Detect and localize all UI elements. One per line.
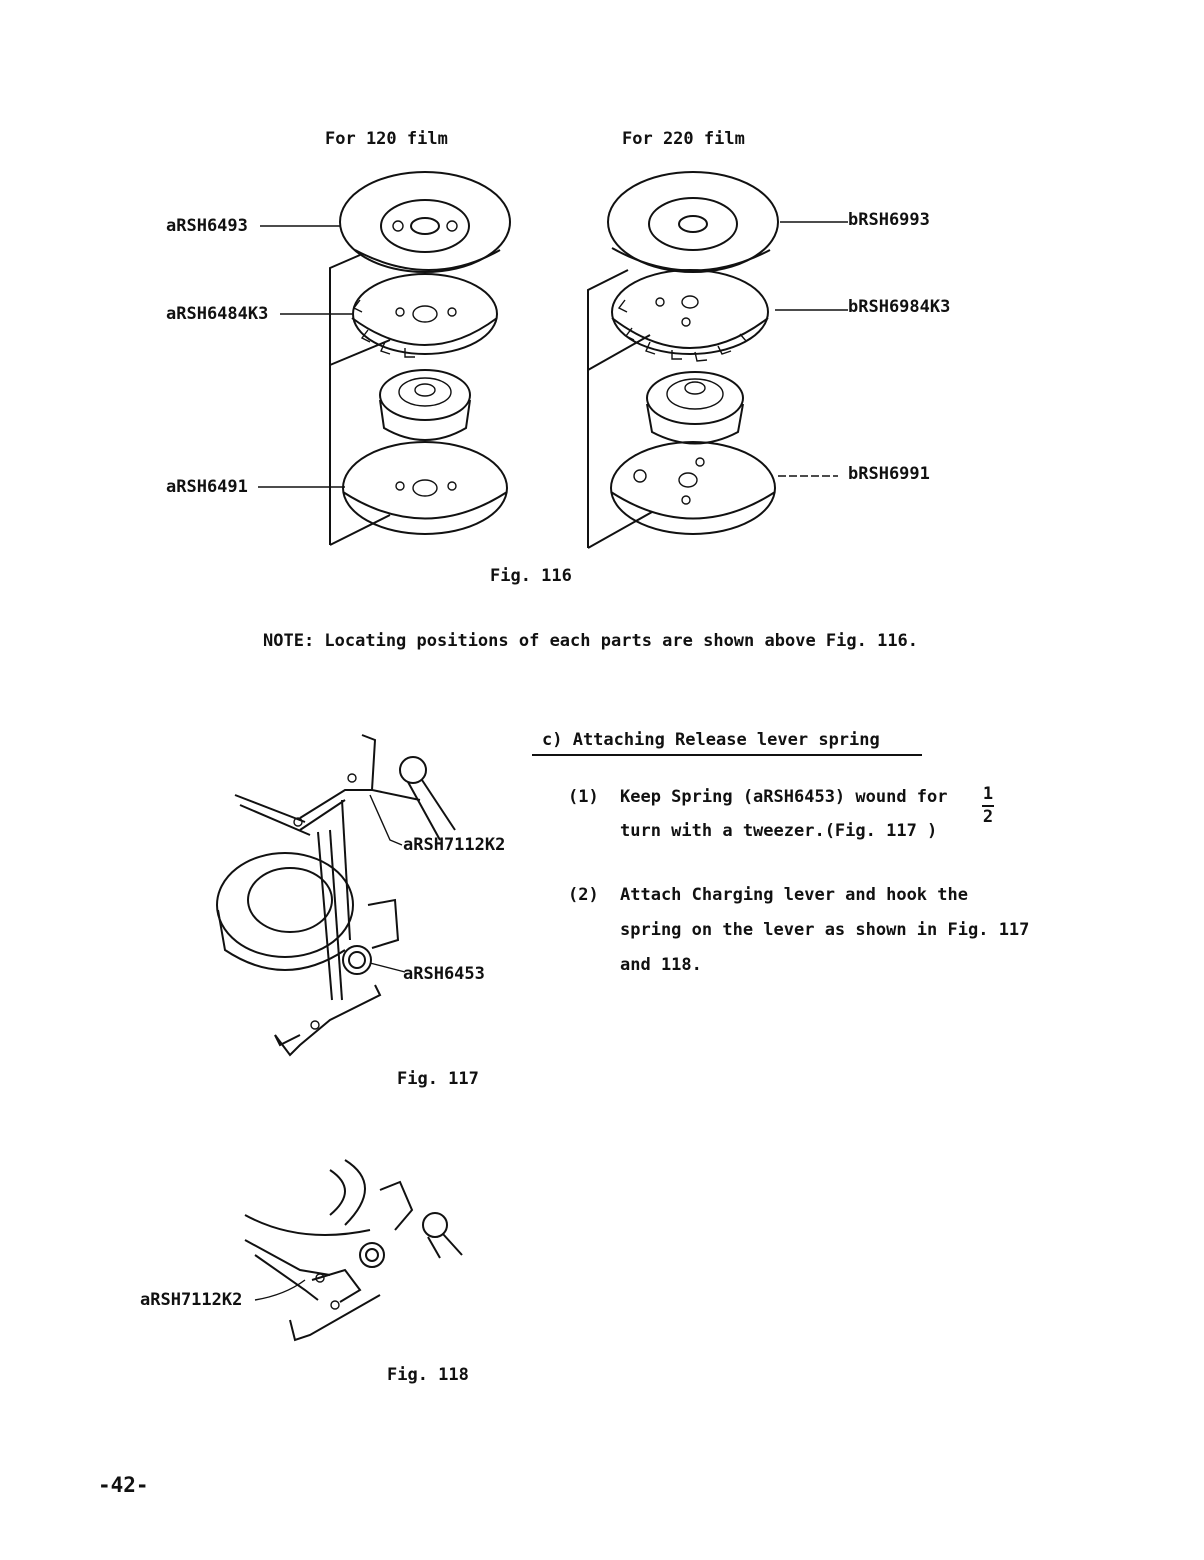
spool-220-diagram (588, 172, 778, 548)
part-label-arsh6484k3: aRSH6484K3 (166, 304, 269, 324)
part-label-arsh6491: aRSH6491 (166, 477, 248, 497)
fraction-numerator: 1 (982, 784, 994, 804)
part-label-brsh6993: bRSH6993 (848, 210, 930, 230)
fig118-caption: Fig. 118 (387, 1365, 469, 1385)
step1-line2: turn with a tweezer.(Fig. 117 ) (620, 821, 938, 841)
fig117-diagram (217, 735, 455, 1055)
fig118-diagram (245, 1160, 462, 1340)
step1-fraction (982, 786, 994, 826)
section-heading: c) Attaching Release lever spring (542, 730, 880, 750)
header-120-film: For 120 film (325, 129, 448, 149)
page-number: -42- (98, 1473, 149, 1497)
fig118-label-arsh7112k2: aRSH7112K2 (140, 1290, 243, 1310)
spool-120-diagram (330, 172, 510, 545)
step1-number: (1) (568, 787, 599, 807)
fig117-label-arsh7112k2: aRSH7112K2 (403, 835, 506, 855)
part-label-brsh6984k3: bRSH6984K3 (848, 297, 951, 317)
fig117-caption: Fig. 117 (397, 1069, 479, 1089)
step2-number: (2) (568, 885, 599, 905)
fig117-label-arsh6453: aRSH6453 (403, 964, 485, 984)
part-label-brsh6991: bRSH6991 (848, 464, 930, 484)
step2-line1: Attach Charging lever and hook the (620, 885, 968, 905)
step2-line2: spring on the lever as shown in Fig. 117 (620, 920, 1030, 940)
part-label-arsh6493: aRSH6493 (166, 216, 248, 236)
step2-line3: and 118. (620, 955, 702, 975)
fig116-caption: Fig. 116 (490, 566, 572, 586)
fraction-denominator: 2 (982, 807, 994, 827)
note-text: NOTE: Locating positions of each parts are shown above Fig. 116. (263, 631, 919, 651)
step1-line1: Keep Spring (aRSH6453) wound for (620, 787, 948, 807)
header-220-film: For 220 film (622, 129, 745, 149)
